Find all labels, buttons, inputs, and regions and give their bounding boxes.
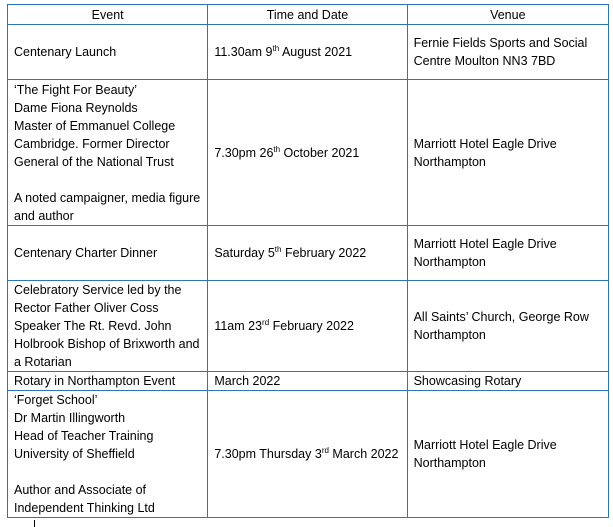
table-row	[8, 391, 609, 518]
time-text: March 2022	[214, 374, 281, 388]
table-row	[8, 281, 609, 372]
time-text-rest: August 2021	[279, 45, 353, 59]
event-cell: ‘The Fight For Beauty’ Dame Fiona Reynolds Master of Emmanuel College Cambridge. Former Director General of the National Trust A noted campaigner, media figure and author	[8, 80, 208, 226]
time-text: 7.30pm Thursday 3	[214, 447, 322, 461]
time-date-cell	[208, 281, 407, 372]
time-text: 11.30am 9	[214, 45, 273, 59]
table-row	[8, 80, 609, 226]
venue-cell: Marriott Hotel Eagle Drive Northampton	[407, 226, 608, 281]
time-text: 11am 23	[214, 319, 263, 333]
venue-cell: Marriott Hotel Eagle Drive Northampton	[407, 80, 608, 226]
venue-cell: All Saints’ Church, George Row Northampton	[407, 281, 608, 372]
event-cell: Rotary in Northampton Event	[8, 372, 208, 391]
text-cursor	[34, 520, 35, 527]
venue-cell: Marriott Hotel Eagle Drive Northampton	[407, 391, 608, 518]
header-venue: Venue	[407, 5, 608, 25]
event-cell: Centenary Charter Dinner	[8, 226, 208, 281]
time-date-cell	[208, 226, 407, 281]
events-table	[7, 4, 609, 518]
time-date-cell	[208, 372, 407, 391]
time-text-rest: October 2021	[280, 145, 360, 160]
time-text: 7.30pm 26	[214, 145, 274, 160]
event-cell: Celebratory Service led by the Rector Father Oliver Coss Speaker The Rt. Revd. John Holbrook Bishop of Brixworth and a Rotarian	[8, 281, 208, 372]
venue-cell: Fernie Fields Sports and Social Centre Moulton NN3 7BD	[407, 25, 608, 80]
table-row	[8, 25, 609, 80]
table-row	[8, 372, 609, 391]
table-row	[8, 226, 609, 281]
venue-cell: Showcasing Rotary	[407, 372, 608, 391]
header-event: Event	[8, 5, 208, 25]
header-time-date: Time and Date	[208, 5, 407, 25]
ordinal-suffix: rd	[262, 318, 270, 327]
time-date-cell	[208, 25, 407, 80]
ordinal-suffix: th	[273, 144, 281, 154]
time-text-rest: February 2022	[281, 246, 367, 260]
header-row	[8, 5, 609, 25]
time-text-rest: March 2022	[328, 447, 399, 461]
event-cell: Centenary Launch	[8, 25, 208, 80]
time-text-rest: February 2022	[269, 319, 354, 333]
ordinal-suffix: th	[272, 44, 280, 53]
time-date-cell	[208, 80, 407, 226]
event-cell: ‘Forget School’ Dr Martin Illingworth Head of Teacher Training University of Sheffield Author and Associate of Independent Thinking Ltd	[8, 391, 208, 518]
time-text: Saturday 5	[214, 246, 275, 260]
ordinal-suffix: rd	[321, 446, 329, 455]
ordinal-suffix: th	[274, 245, 282, 254]
time-date-cell	[208, 391, 407, 518]
